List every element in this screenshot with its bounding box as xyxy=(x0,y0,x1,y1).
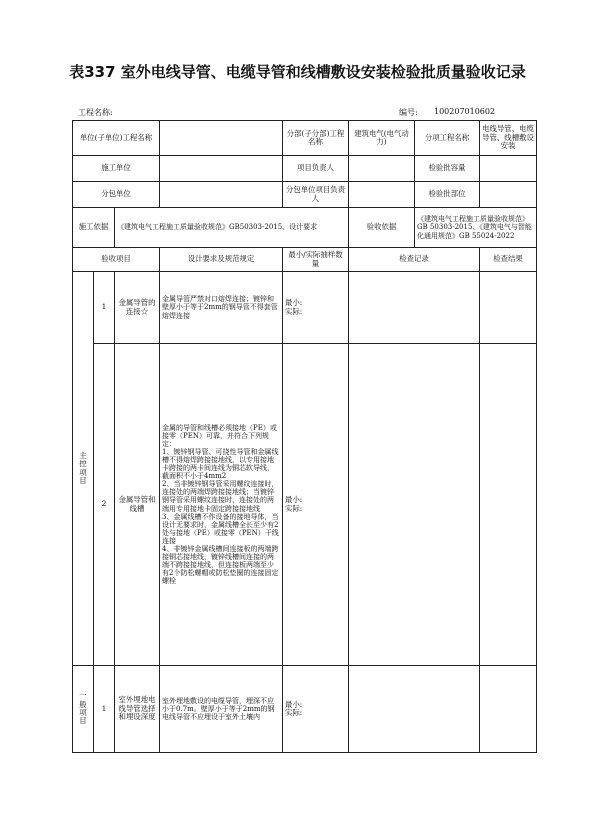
code-label: 编号: xyxy=(399,108,418,117)
main-control-text: 主控项目 xyxy=(79,450,87,485)
project-name-label: 工程名称: xyxy=(78,108,113,117)
col-header-result: 检查结果 xyxy=(480,248,537,272)
unit-value[interactable] xyxy=(160,121,283,156)
batch-location-label: 检验批部位 xyxy=(415,182,480,208)
min-label: 最小: xyxy=(285,495,303,505)
row-record[interactable] xyxy=(349,272,480,344)
project-manager-label: 项目负责人 xyxy=(283,156,349,182)
general-label xyxy=(73,666,94,753)
min-label: 最小: xyxy=(285,298,303,308)
row-min-sample xyxy=(283,666,349,753)
min-label: 最小: xyxy=(285,699,303,709)
row-no: 2 xyxy=(94,344,115,666)
table-row xyxy=(73,272,537,344)
row-no: 1 xyxy=(94,272,115,344)
actual-label: 实际: xyxy=(285,708,303,717)
basis-label: 施工依据 xyxy=(73,208,115,248)
division-label: 分部(子分部)工程名称 xyxy=(283,121,349,156)
row-result[interactable] xyxy=(480,666,537,753)
batch-capacity-label: 检验批容量 xyxy=(415,156,480,182)
subitem-label: 分项工程名称 xyxy=(415,121,480,156)
sub-manager-label: 分包单位项目负责人 xyxy=(283,182,349,208)
col-header-items: 验收项目 xyxy=(73,248,160,272)
division-value: 建筑电气(电气动力) xyxy=(349,121,415,156)
row-item: 金属导管的连接☆ xyxy=(115,272,160,344)
col-header-min-sample: 最小/实际抽样数量 xyxy=(283,248,349,272)
basis-value: 《建筑电气工程施工质量验收规范》GB50303-2015、设计要求 xyxy=(115,208,349,248)
row-min-sample xyxy=(283,344,349,666)
table-row xyxy=(73,344,537,666)
acceptance-basis-label: 验收依据 xyxy=(349,208,415,248)
subcontractor-value[interactable] xyxy=(160,182,283,208)
actual-label: 实际: xyxy=(285,503,303,513)
batch-location-value[interactable] xyxy=(480,182,537,208)
general-text: 一般项目 xyxy=(79,691,87,726)
row-result[interactable] xyxy=(480,344,537,666)
subcontractor-label: 分包单位 xyxy=(73,182,160,208)
subitem-value: 电线导管、电缆导管、线槽敷设安装 xyxy=(480,121,537,156)
row-min-sample xyxy=(283,272,349,344)
table-row xyxy=(73,666,537,753)
batch-capacity-value[interactable] xyxy=(480,156,537,182)
actual-label: 实际: xyxy=(285,306,303,316)
acceptance-basis-value: 《建筑电气工程施工质量验收规范》GB 50303-2015、《建筑电气与智能化通用规范》GB 55024-2022 xyxy=(415,208,537,248)
inspection-form-table xyxy=(72,120,537,753)
col-header-record: 检查记录 xyxy=(349,248,480,272)
row-record[interactable] xyxy=(349,666,480,753)
sub-manager-value[interactable] xyxy=(349,182,415,208)
row-result[interactable] xyxy=(480,272,537,344)
row-item: 室外埋地电线导管选择和埋设深度 xyxy=(115,666,160,753)
contractor-value[interactable] xyxy=(160,156,283,182)
row-record[interactable] xyxy=(349,344,480,666)
code-value: 100207010602 xyxy=(434,107,496,116)
project-manager-value[interactable] xyxy=(349,156,415,182)
col-header-requirements: 设计要求及规范规定 xyxy=(160,248,283,272)
unit-label: 单位(子单位)工程名称 xyxy=(73,121,160,156)
row-item: 金属导管和线槽 xyxy=(115,344,160,666)
row-requirement: 金属的导管和线槽必须接地（PE）或接零（PEN）可靠，并符合下列规定： 1、镀锌钢导管、可挠性导管和金属线槽不得熔焊跨接接地线，以专用接地卡跨接的两卡间连线为铜芯软导线，截面积不小于4mm2 2、当非镀锌钢导管采用螺纹连接时，连接处的两端焊跨接接地线；当镀锌钢导管采用螺纹连接时，连接处的两端用专用接地卡固定跨接接地线 3、金属线槽不作设备的接地导体，当设计无要求时，金属线槽全长至少有2处与接地（PE）或接零（PEN）干线连接 4、非镀锌金属线槽间连接板的两端跨接铜芯接地线，镀锌线槽间连接的两端不跨接接地线，但连接板两端至少有2个防松螺帽或防松垫圈的连接固定螺栓 xyxy=(160,344,283,666)
main-control-label xyxy=(73,272,94,666)
row-requirement: 室外埋地敷设的电缆导管，埋深不应小于0.7m。壁厚小于等于2mm的钢电线导管不应埋设于室外土壤内 xyxy=(160,666,283,753)
page-title: 表337 室外电线导管、电缆导管和线槽敷设安装检验批质量验收记录 xyxy=(69,63,526,81)
contractor-label: 施工单位 xyxy=(73,156,160,182)
row-requirement: 金属导管严禁对口熔焊连接；镀锌和壁厚小于等于2mm的钢导管不得套管熔焊连接 xyxy=(160,272,283,344)
row-no: 1 xyxy=(94,666,115,753)
